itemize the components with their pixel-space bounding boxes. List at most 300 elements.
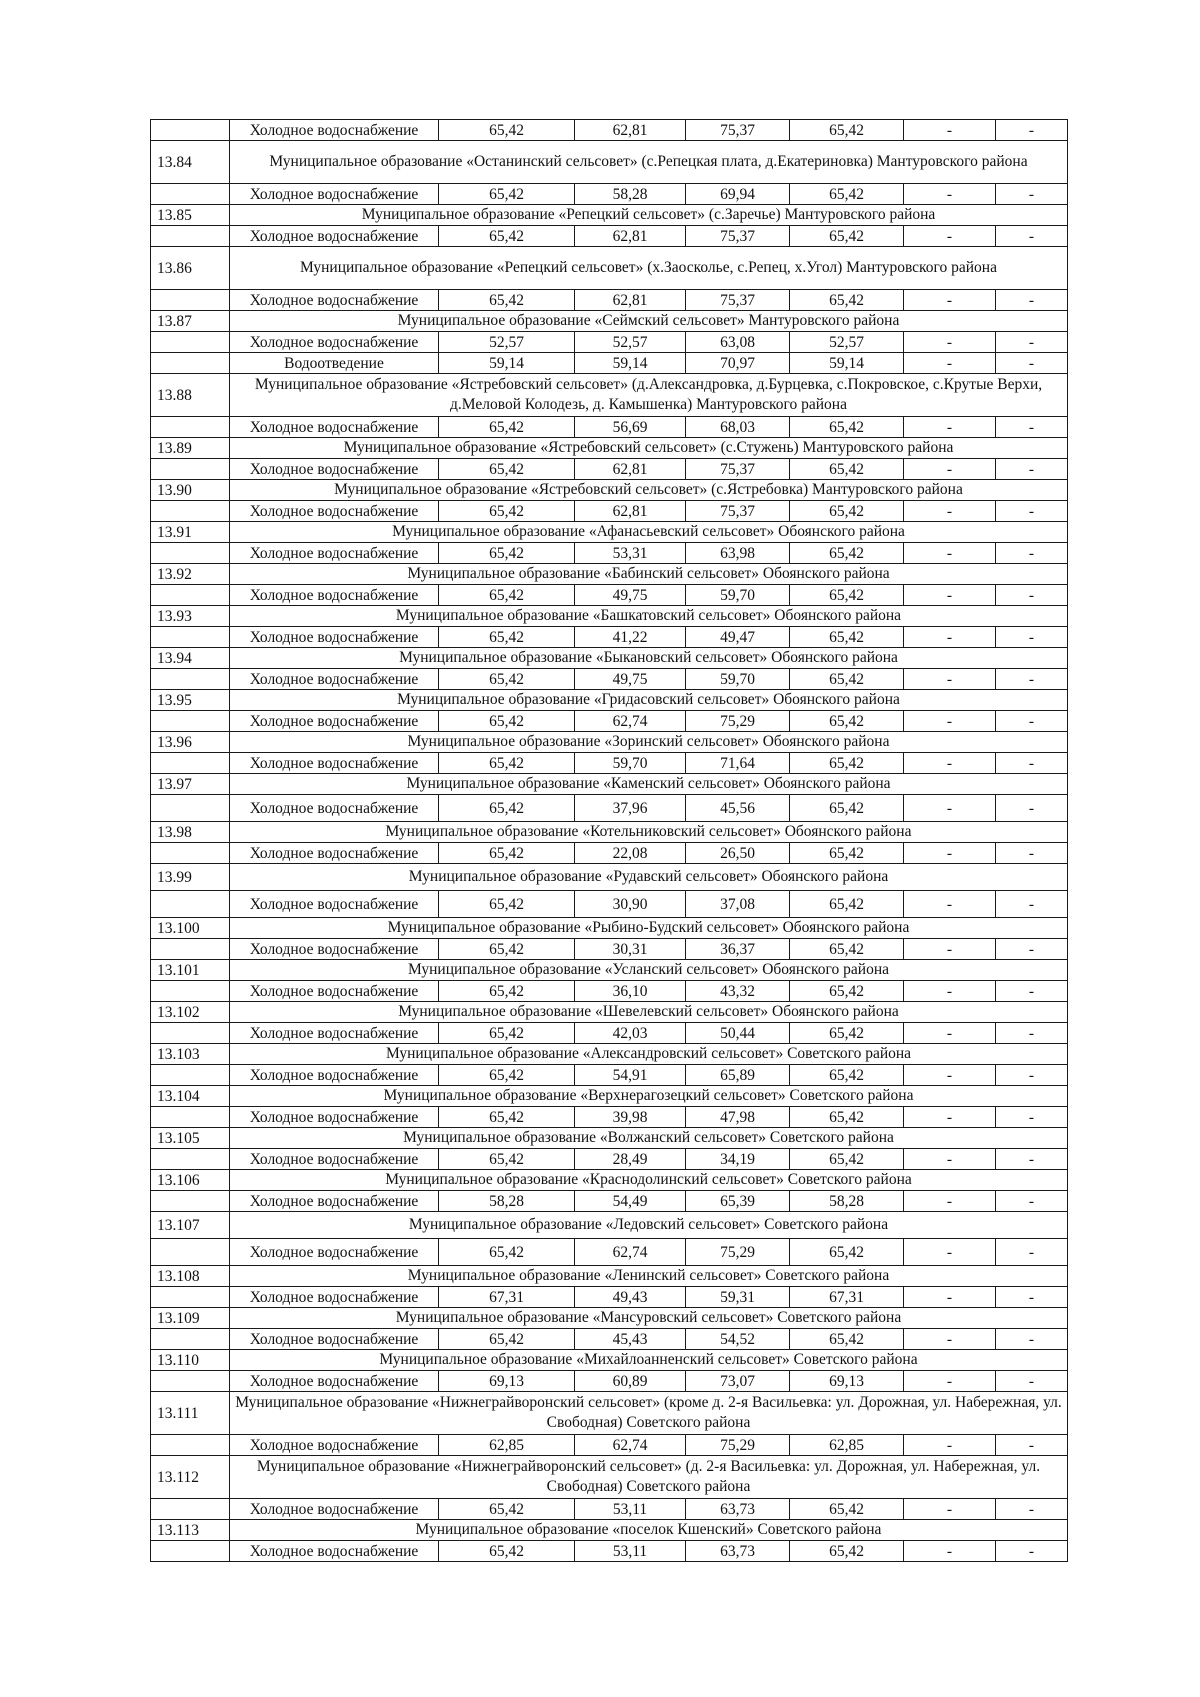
empty-value-cell: - — [996, 1287, 1068, 1308]
tariff-value-cell: 65,42 — [439, 1499, 575, 1520]
item-number: 13.101 — [151, 960, 230, 981]
item-number-empty — [151, 1191, 230, 1212]
municipality-header-row — [151, 205, 1068, 226]
tariff-value-cell: 22,08 — [575, 843, 686, 864]
municipality-header-row — [151, 311, 1068, 332]
municipality-header-row — [151, 1212, 1068, 1239]
tariff-row — [151, 753, 1068, 774]
municipality-title: Муниципальное образование «Волжанский сельсовет» Советского района — [230, 1128, 1068, 1149]
empty-value-cell: - — [904, 669, 996, 690]
service-name: Холодное водоснабжение — [230, 1329, 439, 1350]
tariff-value-cell: 65,42 — [790, 290, 904, 311]
tariff-value-cell: 65,42 — [439, 184, 575, 205]
tariff-row — [151, 1541, 1068, 1562]
municipality-header-row — [151, 1350, 1068, 1371]
item-number: 13.100 — [151, 918, 230, 939]
item-number-empty — [151, 585, 230, 606]
tariff-table — [150, 119, 1068, 1562]
municipality-title: Муниципальное образование «Александровский сельсовет» Советского района — [230, 1044, 1068, 1065]
empty-value-cell: - — [996, 1239, 1068, 1266]
tariff-row — [151, 1023, 1068, 1044]
empty-value-cell: - — [904, 981, 996, 1002]
tariff-value-cell: 39,98 — [575, 1107, 686, 1128]
municipality-title: Муниципальное образование «Краснодолинский сельсовет» Советского района — [230, 1170, 1068, 1191]
municipality-title: Муниципальное образование «Нижнеграйворонский сельсовет» (кроме д. 2-я Васильевка: ул. Дорожная, ул. Набережная, ул. Свободная) Советского района — [230, 1392, 1068, 1435]
tariff-value-cell: 65,42 — [790, 1239, 904, 1266]
tariff-value-cell: 36,10 — [575, 981, 686, 1002]
tariff-value-cell: 62,81 — [575, 501, 686, 522]
empty-value-cell: - — [996, 501, 1068, 522]
empty-value-cell: - — [904, 585, 996, 606]
service-name: Холодное водоснабжение — [230, 939, 439, 960]
tariff-value-cell: 65,42 — [439, 226, 575, 247]
item-number-empty — [151, 711, 230, 732]
tariff-value-cell: 67,31 — [439, 1287, 575, 1308]
service-name: Холодное водоснабжение — [230, 120, 439, 141]
tariff-value-cell: 62,85 — [790, 1435, 904, 1456]
tariff-value-cell: 62,74 — [575, 711, 686, 732]
item-number-empty — [151, 1499, 230, 1520]
item-number-empty — [151, 891, 230, 918]
tariff-value-cell: 45,43 — [575, 1329, 686, 1350]
tariff-value-cell: 30,90 — [575, 891, 686, 918]
tariff-row — [151, 290, 1068, 311]
item-number-empty — [151, 184, 230, 205]
municipality-title: Муниципальное образование «Башкатовский сельсовет» Обоянского района — [230, 606, 1068, 627]
tariff-value-cell: 75,37 — [686, 459, 790, 480]
service-name: Холодное водоснабжение — [230, 501, 439, 522]
municipality-header-row — [151, 1002, 1068, 1023]
municipality-header-row — [151, 690, 1068, 711]
item-number: 13.88 — [151, 374, 230, 417]
item-number: 13.93 — [151, 606, 230, 627]
tariff-value-cell: 65,42 — [790, 891, 904, 918]
tariff-value-cell: 54,49 — [575, 1191, 686, 1212]
tariff-value-cell: 65,42 — [790, 843, 904, 864]
tariff-value-cell: 65,42 — [439, 1329, 575, 1350]
tariff-value-cell: 75,29 — [686, 711, 790, 732]
item-number-empty — [151, 501, 230, 522]
item-number-empty — [151, 417, 230, 438]
tariff-value-cell: 59,70 — [686, 585, 790, 606]
tariff-value-cell: 65,42 — [439, 891, 575, 918]
tariff-sheet — [150, 119, 1067, 1562]
tariff-value-cell: 59,31 — [686, 1287, 790, 1308]
tariff-value-cell: 65,42 — [439, 843, 575, 864]
municipality-header-row — [151, 1086, 1068, 1107]
municipality-title: Муниципальное образование «Ястребовский сельсовет» (д.Александровка, д.Бурцевка, с.Покровское, с.Крутые Верхи, д.Меловой Колодезь, д. Камышенка) Мантуровского района — [230, 374, 1068, 417]
municipality-header-row — [151, 1520, 1068, 1541]
tariff-value-cell: 49,47 — [686, 627, 790, 648]
empty-value-cell: - — [996, 1499, 1068, 1520]
empty-value-cell: - — [996, 891, 1068, 918]
service-name: Холодное водоснабжение — [230, 1149, 439, 1170]
tariff-value-cell: 30,31 — [575, 939, 686, 960]
empty-value-cell: - — [996, 1149, 1068, 1170]
municipality-title: Муниципальное образование «Михайлоанненский сельсовет» Советского района — [230, 1350, 1068, 1371]
municipality-title: Муниципальное образование «Афанасьевский сельсовет» Обоянского района — [230, 522, 1068, 543]
item-number: 13.86 — [151, 247, 230, 290]
item-number-empty — [151, 627, 230, 648]
item-number: 13.113 — [151, 1520, 230, 1541]
service-name: Холодное водоснабжение — [230, 1435, 439, 1456]
item-number: 13.112 — [151, 1456, 230, 1499]
item-number: 13.87 — [151, 311, 230, 332]
tariff-value-cell: 65,42 — [790, 120, 904, 141]
tariff-value-cell: 65,42 — [439, 585, 575, 606]
item-number: 13.94 — [151, 648, 230, 669]
tariff-row — [151, 353, 1068, 374]
municipality-header-row — [151, 864, 1068, 891]
tariff-value-cell: 62,81 — [575, 459, 686, 480]
tariff-value-cell: 53,11 — [575, 1541, 686, 1562]
tariff-value-cell: 59,14 — [790, 353, 904, 374]
municipality-header-row — [151, 1456, 1068, 1499]
item-number-empty — [151, 1239, 230, 1266]
tariff-row — [151, 843, 1068, 864]
municipality-title: Муниципальное образование «Ленинский сельсовет» Советского района — [230, 1266, 1068, 1287]
municipality-title: Муниципальное образование «Ястребовский сельсовет» (с.Ястребовка) Мантуровского района — [230, 480, 1068, 501]
municipality-header-row — [151, 522, 1068, 543]
item-number-empty — [151, 981, 230, 1002]
tariff-value-cell: 62,81 — [575, 120, 686, 141]
tariff-value-cell: 65,42 — [439, 501, 575, 522]
tariff-row — [151, 1149, 1068, 1170]
tariff-row — [151, 795, 1068, 822]
service-name: Холодное водоснабжение — [230, 290, 439, 311]
tariff-value-cell: 70,97 — [686, 353, 790, 374]
tariff-value-cell: 65,42 — [790, 627, 904, 648]
service-name: Холодное водоснабжение — [230, 669, 439, 690]
tariff-value-cell: 63,98 — [686, 543, 790, 564]
empty-value-cell: - — [904, 1149, 996, 1170]
empty-value-cell: - — [904, 1287, 996, 1308]
empty-value-cell: - — [996, 1371, 1068, 1392]
municipality-title: Муниципальное образование «Рудавский сельсовет» Обоянского района — [230, 864, 1068, 891]
empty-value-cell: - — [996, 939, 1068, 960]
tariff-row — [151, 1329, 1068, 1350]
municipality-title: Муниципальное образование «Шевелевский сельсовет» Обоянского района — [230, 1002, 1068, 1023]
empty-value-cell: - — [904, 939, 996, 960]
tariff-value-cell: 54,91 — [575, 1065, 686, 1086]
municipality-header-row — [151, 822, 1068, 843]
item-number: 13.106 — [151, 1170, 230, 1191]
item-number-empty — [151, 1107, 230, 1128]
service-name: Холодное водоснабжение — [230, 1107, 439, 1128]
tariff-value-cell: 65,42 — [439, 1065, 575, 1086]
tariff-value-cell: 54,52 — [686, 1329, 790, 1350]
item-number-empty — [151, 1329, 230, 1350]
municipality-title: Муниципальное образование «Нижнеграйворонский сельсовет» (д. 2-я Васильевка: ул. Дорожная, ул. Набережная, ул. Свободная) Советского района — [230, 1456, 1068, 1499]
item-number: 13.109 — [151, 1308, 230, 1329]
item-number-empty — [151, 1371, 230, 1392]
empty-value-cell: - — [996, 981, 1068, 1002]
item-number: 13.108 — [151, 1266, 230, 1287]
item-number: 13.98 — [151, 822, 230, 843]
tariff-value-cell: 63,08 — [686, 332, 790, 353]
tariff-value-cell: 58,28 — [790, 1191, 904, 1212]
service-name: Холодное водоснабжение — [230, 543, 439, 564]
tariff-value-cell: 65,42 — [439, 981, 575, 1002]
service-name: Холодное водоснабжение — [230, 1499, 439, 1520]
municipality-header-row — [151, 1392, 1068, 1435]
empty-value-cell: - — [996, 1435, 1068, 1456]
empty-value-cell: - — [904, 184, 996, 205]
tariff-value-cell: 65,42 — [790, 669, 904, 690]
item-number-empty — [151, 543, 230, 564]
empty-value-cell: - — [996, 669, 1068, 690]
item-number: 13.96 — [151, 732, 230, 753]
tariff-value-cell: 52,57 — [575, 332, 686, 353]
empty-value-cell: - — [904, 1065, 996, 1086]
tariff-value-cell: 65,42 — [790, 501, 904, 522]
municipality-header-row — [151, 141, 1068, 184]
empty-value-cell: - — [904, 226, 996, 247]
service-name: Холодное водоснабжение — [230, 711, 439, 732]
tariff-value-cell: 59,14 — [439, 353, 575, 374]
tariff-row — [151, 120, 1068, 141]
tariff-row — [151, 1287, 1068, 1308]
tariff-row — [151, 1065, 1068, 1086]
tariff-value-cell: 58,28 — [439, 1191, 575, 1212]
tariff-value-cell: 63,73 — [686, 1499, 790, 1520]
tariff-value-cell: 41,22 — [575, 627, 686, 648]
item-number-empty — [151, 795, 230, 822]
service-name: Холодное водоснабжение — [230, 1191, 439, 1212]
tariff-row — [151, 939, 1068, 960]
municipality-title: Муниципальное образование «Бабинский сельсовет» Обоянского района — [230, 564, 1068, 585]
empty-value-cell: - — [996, 290, 1068, 311]
empty-value-cell: - — [904, 627, 996, 648]
tariff-value-cell: 71,64 — [686, 753, 790, 774]
service-name: Холодное водоснабжение — [230, 332, 439, 353]
municipality-header-row — [151, 648, 1068, 669]
item-number: 13.84 — [151, 141, 230, 184]
municipality-title: Муниципальное образование «Зоринский сельсовет» Обоянского района — [230, 732, 1068, 753]
tariff-row — [151, 711, 1068, 732]
tariff-value-cell: 60,89 — [575, 1371, 686, 1392]
tariff-row — [151, 981, 1068, 1002]
tariff-value-cell: 65,42 — [790, 459, 904, 480]
tariff-value-cell: 65,42 — [790, 753, 904, 774]
empty-value-cell: - — [996, 120, 1068, 141]
item-number-empty — [151, 226, 230, 247]
empty-value-cell: - — [904, 1239, 996, 1266]
tariff-value-cell: 65,42 — [439, 795, 575, 822]
tariff-value-cell: 50,44 — [686, 1023, 790, 1044]
service-name: Холодное водоснабжение — [230, 843, 439, 864]
tariff-value-cell: 65,42 — [439, 711, 575, 732]
item-number: 13.111 — [151, 1392, 230, 1435]
empty-value-cell: - — [904, 1371, 996, 1392]
municipality-title: Муниципальное образование «Репецкий сельсовет» (х.Заосколье, с.Репец, х.Угол) Мантуровского района — [230, 247, 1068, 290]
item-number-empty — [151, 753, 230, 774]
empty-value-cell: - — [996, 627, 1068, 648]
tariff-value-cell: 65,42 — [790, 543, 904, 564]
municipality-header-row — [151, 732, 1068, 753]
item-number: 13.102 — [151, 1002, 230, 1023]
tariff-value-cell: 65,89 — [686, 1065, 790, 1086]
item-number-empty — [151, 1287, 230, 1308]
tariff-value-cell: 63,73 — [686, 1541, 790, 1562]
tariff-value-cell: 73,07 — [686, 1371, 790, 1392]
empty-value-cell: - — [904, 332, 996, 353]
tariff-value-cell: 28,49 — [575, 1149, 686, 1170]
item-number-empty — [151, 669, 230, 690]
item-number: 13.89 — [151, 438, 230, 459]
tariff-value-cell: 65,42 — [439, 939, 575, 960]
tariff-value-cell: 65,42 — [790, 184, 904, 205]
tariff-value-cell: 62,74 — [575, 1239, 686, 1266]
tariff-row — [151, 1239, 1068, 1266]
municipality-header-row — [151, 1044, 1068, 1065]
service-name: Холодное водоснабжение — [230, 184, 439, 205]
empty-value-cell: - — [904, 711, 996, 732]
service-name: Холодное водоснабжение — [230, 417, 439, 438]
municipality-title: Муниципальное образование «Ледовский сельсовет» Советского района — [230, 1212, 1068, 1239]
empty-value-cell: - — [996, 753, 1068, 774]
tariff-value-cell: 59,14 — [575, 353, 686, 374]
tariff-row — [151, 891, 1068, 918]
item-number-empty — [151, 1023, 230, 1044]
tariff-value-cell: 65,42 — [790, 711, 904, 732]
service-name: Холодное водоснабжение — [230, 1541, 439, 1562]
item-number: 13.110 — [151, 1350, 230, 1371]
service-name: Холодное водоснабжение — [230, 891, 439, 918]
tariff-value-cell: 52,57 — [790, 332, 904, 353]
empty-value-cell: - — [996, 843, 1068, 864]
municipality-header-row — [151, 1170, 1068, 1191]
tariff-value-cell: 26,50 — [686, 843, 790, 864]
service-name: Холодное водоснабжение — [230, 981, 439, 1002]
item-number: 13.92 — [151, 564, 230, 585]
empty-value-cell: - — [996, 332, 1068, 353]
tariff-value-cell: 65,42 — [790, 1541, 904, 1562]
tariff-value-cell: 62,81 — [575, 226, 686, 247]
empty-value-cell: - — [904, 1329, 996, 1350]
service-name: Водоотведение — [230, 353, 439, 374]
tariff-value-cell: 49,75 — [575, 669, 686, 690]
tariff-value-cell: 75,37 — [686, 290, 790, 311]
municipality-header-row — [151, 606, 1068, 627]
tariff-value-cell: 65,42 — [439, 1023, 575, 1044]
municipality-header-row — [151, 247, 1068, 290]
municipality-title: Муниципальное образование «Котельниковский сельсовет» Обоянского района — [230, 822, 1068, 843]
item-number: 13.105 — [151, 1128, 230, 1149]
tariff-value-cell: 62,81 — [575, 290, 686, 311]
tariff-row — [151, 332, 1068, 353]
item-number-empty — [151, 1541, 230, 1562]
tariff-value-cell: 65,42 — [790, 939, 904, 960]
empty-value-cell: - — [996, 1107, 1068, 1128]
municipality-title: Муниципальное образование «Верхнерагозецкий сельсовет» Советского района — [230, 1086, 1068, 1107]
item-number: 13.85 — [151, 205, 230, 226]
tariff-value-cell: 37,96 — [575, 795, 686, 822]
service-name: Холодное водоснабжение — [230, 1371, 439, 1392]
service-name: Холодное водоснабжение — [230, 1023, 439, 1044]
municipality-header-row — [151, 1308, 1068, 1329]
tariff-value-cell: 52,57 — [439, 332, 575, 353]
municipality-title: Муниципальное образование «Усланский сельсовет» Обоянского района — [230, 960, 1068, 981]
tariff-value-cell: 58,28 — [575, 184, 686, 205]
empty-value-cell: - — [996, 1191, 1068, 1212]
empty-value-cell: - — [996, 711, 1068, 732]
tariff-value-cell: 47,98 — [686, 1107, 790, 1128]
service-name: Холодное водоснабжение — [230, 1239, 439, 1266]
empty-value-cell: - — [996, 795, 1068, 822]
tariff-value-cell: 43,32 — [686, 981, 790, 1002]
item-number-empty — [151, 332, 230, 353]
empty-value-cell: - — [904, 353, 996, 374]
tariff-value-cell: 65,42 — [790, 1065, 904, 1086]
tariff-value-cell: 62,85 — [439, 1435, 575, 1456]
empty-value-cell: - — [996, 459, 1068, 480]
tariff-value-cell: 65,42 — [439, 120, 575, 141]
tariff-row — [151, 627, 1068, 648]
tariff-row — [151, 1435, 1068, 1456]
tariff-value-cell: 75,37 — [686, 120, 790, 141]
tariff-value-cell: 65,42 — [790, 795, 904, 822]
tariff-value-cell: 65,42 — [790, 585, 904, 606]
service-name: Холодное водоснабжение — [230, 753, 439, 774]
tariff-value-cell: 49,43 — [575, 1287, 686, 1308]
empty-value-cell: - — [996, 1023, 1068, 1044]
empty-value-cell: - — [996, 1065, 1068, 1086]
tariff-value-cell: 65,42 — [439, 1149, 575, 1170]
tariff-value-cell: 75,29 — [686, 1239, 790, 1266]
tariff-row — [151, 585, 1068, 606]
municipality-title: Муниципальное образование «Мансуровский сельсовет» Советского района — [230, 1308, 1068, 1329]
empty-value-cell: - — [904, 290, 996, 311]
item-number-empty — [151, 1149, 230, 1170]
municipality-header-row — [151, 438, 1068, 459]
item-number-empty — [151, 459, 230, 480]
item-number-empty — [151, 1435, 230, 1456]
empty-value-cell: - — [996, 184, 1068, 205]
item-number-empty — [151, 353, 230, 374]
municipality-title: Муниципальное образование «Каменский сельсовет» Обоянского района — [230, 774, 1068, 795]
tariff-value-cell: 65,42 — [790, 417, 904, 438]
municipality-title: Муниципальное образование «Ястребовский сельсовет» (с.Стужень) Мантуровского района — [230, 438, 1068, 459]
tariff-value-cell: 34,19 — [686, 1149, 790, 1170]
tariff-value-cell: 65,42 — [439, 1107, 575, 1128]
service-name: Холодное водоснабжение — [230, 1065, 439, 1086]
item-number: 13.97 — [151, 774, 230, 795]
service-name: Холодное водоснабжение — [230, 585, 439, 606]
municipality-title: Муниципальное образование «Рыбино-Будский сельсовет» Обоянского района — [230, 918, 1068, 939]
empty-value-cell: - — [904, 795, 996, 822]
tariff-value-cell: 65,42 — [790, 1023, 904, 1044]
municipality-title: Муниципальное образование «Репецкий сельсовет» (с.Заречье) Мантуровского района — [230, 205, 1068, 226]
service-name: Холодное водоснабжение — [230, 1287, 439, 1308]
tariff-row — [151, 417, 1068, 438]
municipality-header-row — [151, 1128, 1068, 1149]
empty-value-cell: - — [904, 543, 996, 564]
tariff-value-cell: 75,29 — [686, 1435, 790, 1456]
tariff-value-cell: 37,08 — [686, 891, 790, 918]
tariff-value-cell: 45,56 — [686, 795, 790, 822]
tariff-value-cell: 65,42 — [439, 627, 575, 648]
tariff-value-cell: 65,42 — [790, 981, 904, 1002]
tariff-value-cell: 65,42 — [790, 1149, 904, 1170]
municipality-header-row — [151, 1266, 1068, 1287]
tariff-value-cell: 65,39 — [686, 1191, 790, 1212]
tariff-value-cell: 56,69 — [575, 417, 686, 438]
empty-value-cell: - — [904, 1023, 996, 1044]
tariff-value-cell: 36,37 — [686, 939, 790, 960]
tariff-value-cell: 65,42 — [439, 290, 575, 311]
item-number: 13.90 — [151, 480, 230, 501]
